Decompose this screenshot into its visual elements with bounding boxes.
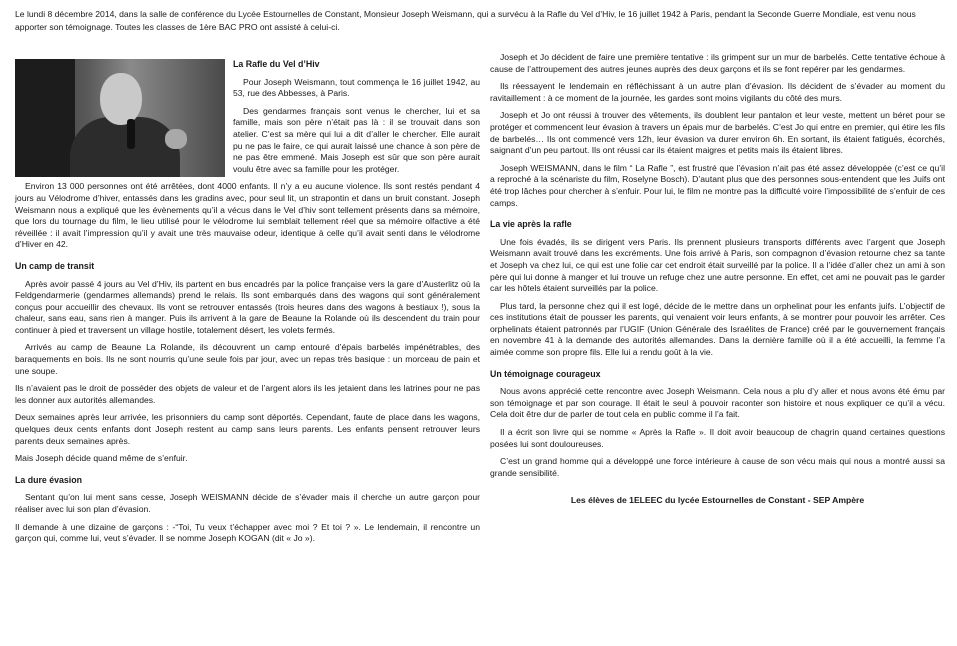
paragraph: Joseph et Jo décident de faire une première tentative : ils grimpent sur un mur de barbelés. Cette tentative échoue à cause de l’attroupement des autres jeunes auprès des deux garçons et ils se font repérer par les gendarmes.: [490, 52, 945, 74]
paragraph: Environ 13 000 personnes ont été arrêtées, dont 4000 enfants. Il n’y a eu aucune violence. Ils sont restés pendant 4 jours au Vélodrome d’hiver, entassés dans les gradins avec, pour seul lit, un strapontin et dans un bruit constant. Joseph Weismann nous a expliqué que les évènements qu’il a vécus dans le Vel d’hiv sont tellement présents dans sa mémoire, que lors du tournage du film, le lieu utilisé pour le vélodrome lui semblait tellement réel que sa mémoire olfactive a été réveillée : il avait l’impression qu’il y avait une très mauvaise odeur, identique à celle qu’il avait senti dans le vélodrome d’Hiver en 42.: [15, 181, 480, 250]
heading-temoignage: Un témoignage courageux: [490, 368, 601, 379]
right-column: [490, 52, 945, 507]
paragraph: Arrivés au camp de Beaune La Rolande, ils découvrent un camp entouré d’épais barbelés impénétrables, des baraquements en bois. Ils ne sont nourris qu’une seule fois par jour, avec un repas très basique : un morceau de pain et une soupe.: [15, 342, 480, 376]
paragraph: Mais Joseph décide quand même de s’enfuir.: [15, 453, 188, 464]
paragraph: Joseph et Jo ont réussi à trouver des vêtements, ils doublent leur pantalon et leur veste, mettent un béret pour se protéger et commencent leur évasion à travers un épais mur de barbelés. C’est Jo qui entre en premier, qui étire les fils de barbelés… Ils ont commencé vers 12h, leur évasion va durer environ 6h. En sortant, ils étaient fatigués, écorchés, saignant d’un peu partout. Ils ont réussi car ils étaient maigres et petits mais ils étaient libres.: [490, 110, 945, 156]
paragraph: Joseph WEISMANN, dans le film “ La Rafle ”, est frustré que l’évasion n’ait pas été assez développée (c’est ce qu’il a reproché à la scénariste du film, Roselyne Bosch). D’autant plus que des personnes sous-entendent que les Juifs ont été trop lâches pour chercher à s’enfuir. Pour lui, le film ne montre pas la difficulté voire l’impossibilité de s’enfuir de ces camps.: [490, 162, 945, 208]
paragraph: Ils réessayent le lendemain en réfléchissant à un autre plan d’évasion. Ils décident de s’évader au moment du ravitaillement : à ce moment de la journée, les gardes sont moins vigilants du côté des murs.: [490, 81, 945, 103]
joseph-weismann-photo: [15, 59, 225, 177]
paragraph: Nous avons apprécié cette rencontre avec Joseph Weismann. Cela nous a plu d’y aller et nous avons été ému par son témoignage et par son courage. Il était le seul à pouvoir raconter son histoire et nous expliquer ce qu’il a vécu. Cela doit être dur de parler de tout cela en public comme il l’a fait.: [490, 386, 945, 420]
paragraph: Pour Joseph Weismann, tout commença le 16 juillet 1942, au 53, rue des Abbesses, à Paris.: [233, 76, 480, 99]
signature: Les élèves de 1ELEEC du lycée Estournelles de Constant - SEP Ampère: [570, 495, 865, 506]
paragraph: Après avoir passé 4 jours au Vel d’Hiv, ils partent en bus encadrés par la police française vers la gare d’Austerlitz où la Feldgendarmerie (gendarmes allemands) prend le relais. Ils sont embarqués dans des wagons qui sont généralement conçus pour accueillir des chevaux. Ils vont se retrouver entassés (trois heures dans des wagons à bestiaux !), sous la chaleur, sans eau, sans rien à manger. Puis ils arrivent à la gare de Beaune la Rolande où ils descendent du train pour continuer à pied et traversent un village hostile, totalement désert, les volets fermés.: [15, 278, 480, 335]
paragraph: Ils n’avaient pas le droit de posséder des objets de valeur et de l’argent alors ils les jetaient dans les latrines pour ne pas les donner aux autorités allemandes.: [15, 383, 480, 405]
paragraph: Une fois évadés, ils se dirigent vers Paris. Ils prennent plusieurs transports différents avec l’argent que Joseph Weismann avait trouvé dans les excréments. Une fois arrivé à Paris, son compagnon d’évasion retourne chez sa tante et Joseph va chez lui, ce qui est une folie car cet endroit était surveillé par la police. Il a l’idée d’aller chez un ami à son père qui lui donne à manger et lui trouve un refuge chez une autre personne. En effet, cet ami ne pouvait pas le garder car les hôtels étaient surveillés par la police.: [490, 236, 945, 294]
heading-vie-apres: La vie après la rafle: [490, 219, 572, 230]
paragraph: Il demande à une dizaine de garçons : -“Toi, Tu veux t’échapper avec moi ? Et toi ? ». Le lendemain, il rencontre un garçon qui, comme lui, veut s’évader. Il se nomme Joseph KOGAN (dit « Jo »).: [15, 521, 480, 544]
heading-dure-evasion: La dure évasion: [15, 474, 82, 485]
paragraph: Sentant qu’on lui ment sans cesse, Joseph WEISMANN décide de s’évader mais il cherche un autre garçon pour réaliser avec lui son plan d’évasion.: [15, 492, 480, 514]
paragraph: Il a écrit son livre qui se nomme « Après la Rafle ». Il doit avoir beaucoup de chagrin quand certaines questions posées lui sont douloureuses.: [490, 427, 945, 449]
paragraph: Des gendarmes français sont venus le chercher, lui et sa famille, mais son père n’était pas là : il se trouvait dans son atelier. C’est sa mère qui lui a dit d’aller le chercher. Elle aurait pu ne pas le faire, ce qui aurait laissé une chance à son père de ne pas être emmené. Mais Joseph est sûr que son père aurait voulu être avec sa famille pour les protéger.: [233, 105, 480, 174]
paragraph: Plus tard, la personne chez qui il est logé, décide de le mettre dans un orphelinat pour les enfants juifs. L’objectif de ces institutions était de pousser les parents, qui venaient voir leurs enfants, à se montrer pour pouvoir les arrêter. Ces orphelinats étaient patronnés par l’UGIF (Union Générale des Israélites de France) créé par le gouvernement français en novembre 41 à la demande des autorités allemandes. Dans la dernière famille où il a été accueilli, la femme l’a aimée comme son propre fils. Elle lui a rendu goût à la vie.: [490, 300, 945, 358]
paragraph: Deux semaines après leur arrivée, les prisonniers du camp sont déportés. Cependant, faute de place dans les wagons, quelques deux cents enfants dont Joseph restent au camp sans leurs parents. Les enfants pensent retrouver leurs parents deux semaines après.: [15, 412, 480, 446]
intro-paragraph: Le lundi 8 décembre 2014, dans la salle de conférence du Lycée Estournelles de Constant, Monsieur Joseph Weismann, qui a survécu à la Rafle du Vel d’Hiv, le 16 juillet 1942 à Paris, pendant la Seconde Guerre Mondiale, est venu nous apporter son témoignage. Toutes les classes de 1ère BAC PRO ont assisté à celui-ci.: [15, 9, 916, 32]
heading-camp-transit: Un camp de transit: [15, 260, 95, 271]
heading-rafle: La Rafle du Vel d’Hiv: [233, 59, 320, 69]
paragraph: C’est un grand homme qui a développé une force intérieure à cause de son vécu mais qui nous a montré aussi sa grande sensibilité.: [490, 456, 945, 478]
left-column: [15, 52, 480, 551]
